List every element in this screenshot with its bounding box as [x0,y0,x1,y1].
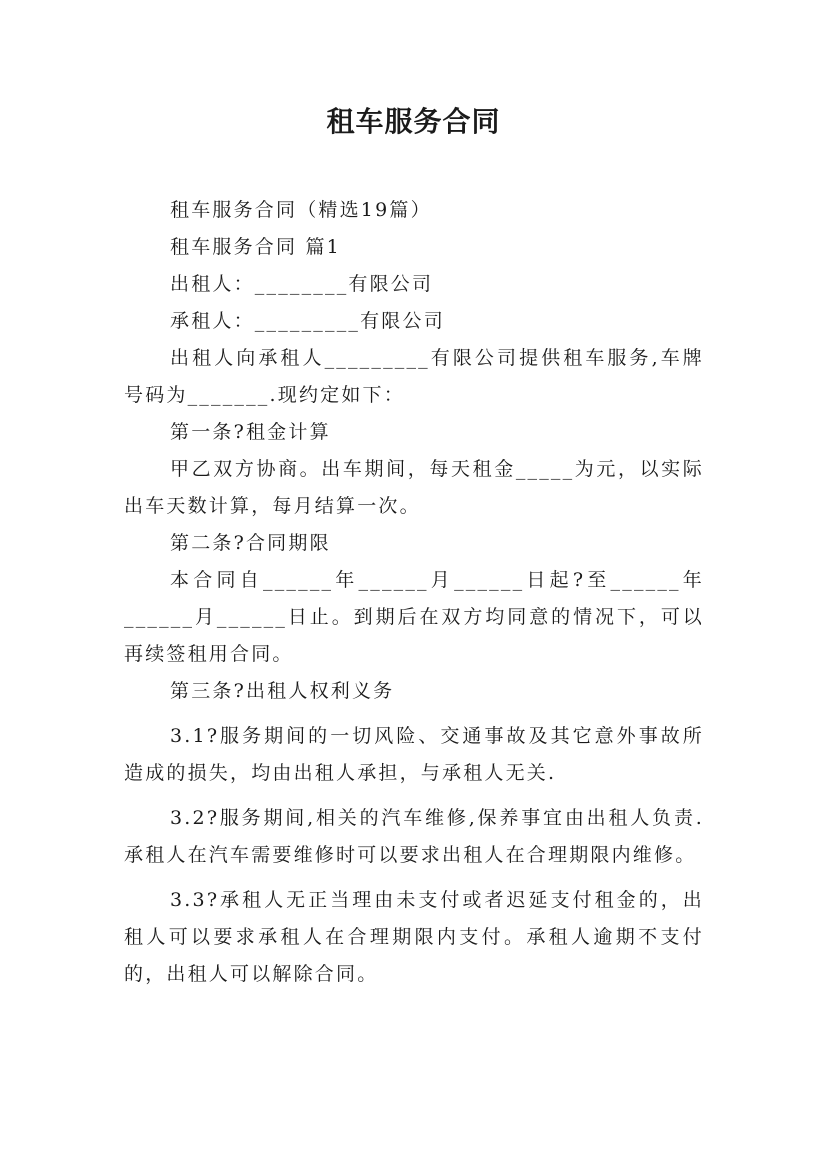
paragraph-intro: 出租人向承租人_________有限公司提供租车服务,车牌号码为_______.现约定如下： [124,347,704,406]
document-title: 租车服务合同 [326,105,501,138]
document-body [124,192,704,993]
paragraph-clause-3-3: 3.3?承租人无正当理由未支付或者迟延支付租金的，出租人可以要求承租人在合理期限内支付。承租人逾期不支付的，出租人可以解除合同。 [124,889,704,985]
paragraph-lessor: 出租人：________有限公司 [170,273,434,295]
paragraph-article-3-heading: 第三条?出租人权利义务 [170,680,395,702]
paragraph-clause-3-1: 3.1?服务期间的一切风险、交通事故及其它意外事故所造成的损失，均由出租人承担，与承租人无关. [124,725,704,784]
paragraph-article-1-body: 甲乙双方协商。出车期间，每天租金_____为元，以实际出车天数计算，每月结算一次。 [124,458,704,517]
paragraph-section-heading: 租车服务合同 篇1 [170,236,341,258]
paragraph-article-2-heading: 第二条?合同期限 [170,532,331,554]
paragraph-clause-3-2: 3.2?服务期间,相关的汽车维修,保养事宜由出租人负责.承租人在汽车需要维修时可以要求出租人在合理期限内维修。 [124,807,704,866]
paragraph-article-2-body: 本合同自______年______月______日起?至______年______月______日止。到期后在双方均同意的情况下，可以再续签租用合同。 [124,569,704,665]
paragraph-article-1-heading: 第一条?租金计算 [170,421,331,443]
paragraph-subtitle: 租车服务合同（精选19篇） [170,199,432,221]
paragraph-lessee: 承租人：_________有限公司 [170,310,445,332]
